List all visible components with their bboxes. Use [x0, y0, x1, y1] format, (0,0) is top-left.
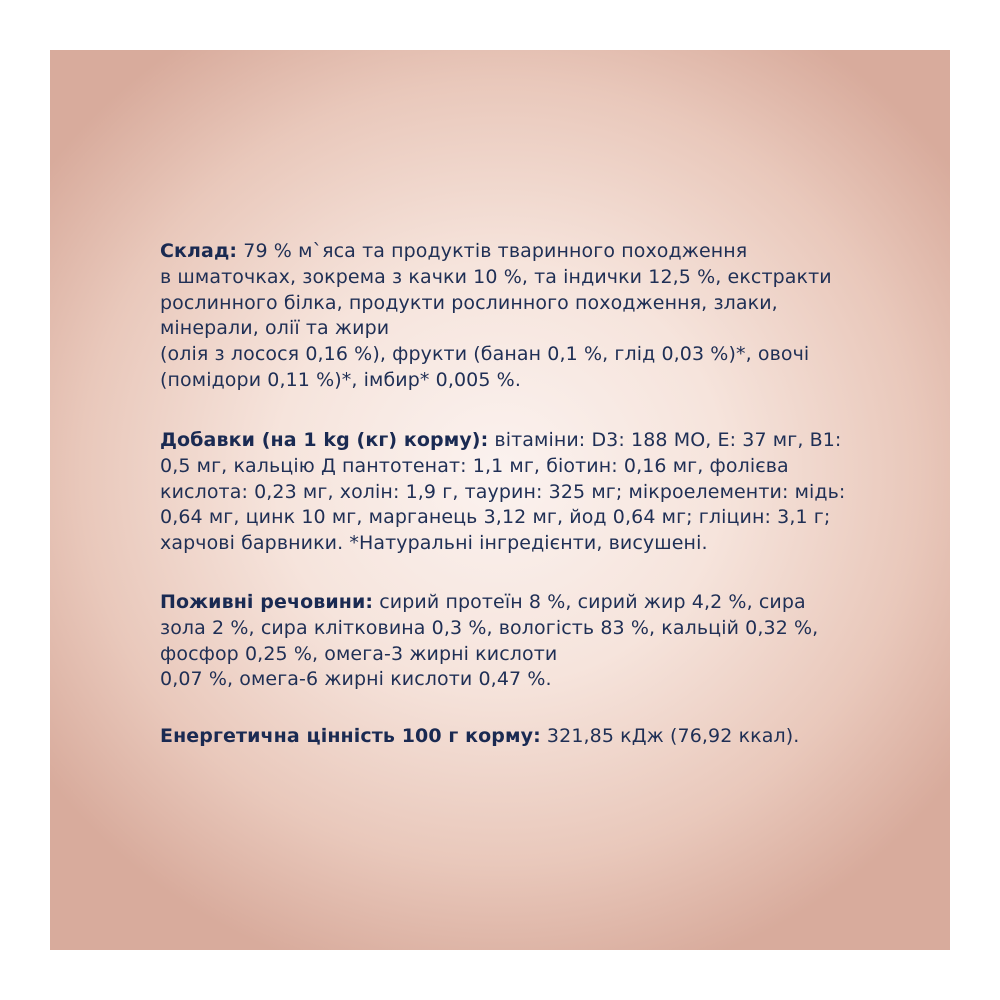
composition-line-5: (олія з лосося 0,16 %), фрукти (банан 0,1 %, глід 0,03 %)*, овочі [160, 343, 810, 366]
energy-label: Енергетична цінність 100 г корму: [160, 725, 541, 747]
composition-text: 79 % м`яса та продуктів тваринного походження [237, 240, 748, 262]
nutrients-line-3: фосфор 0,25 %, омега-3 жирні кислоти [160, 642, 558, 665]
nutrients-line-1 [160, 590, 860, 616]
nutrients-section [160, 590, 860, 693]
product-info-panel [50, 50, 950, 950]
additives-line-3: кислота: 0,23 мг, холін: 1,9 г, таурин: 325 мг; мікроелементи: мідь: [160, 480, 846, 503]
composition-label: Склад: [160, 240, 238, 262]
composition-line-2: в шматочках, зокрема з качки 10 %, та індички 12,5 %, екстракти [160, 265, 832, 288]
composition-section [160, 239, 860, 394]
nutrients-line-4: 0,07 %, омега-6 жирні кислоти 0,47 %. [160, 668, 552, 691]
additives-label: Добавки (на 1 kg (кг) корму): [160, 429, 489, 451]
additives-line-4: 0,64 мг, цинк 10 мг, марганець 3,12 мг, йод 0,64 мг; гліцин: 3,1 г; [160, 506, 831, 529]
composition-line-4: мінерали, олії та жири [160, 317, 390, 340]
nutrients-text: сирий протеїн 8 %, сирий жир 4,2 %, сира [373, 591, 806, 613]
additives-line-1 [160, 428, 860, 454]
composition-line-6: (помідори 0,11 %)*, імбир* 0,005 %. [160, 368, 521, 391]
composition-line-1 [160, 239, 860, 265]
composition-line-3: рослинного білка, продукти рослинного походження, злаки, [160, 291, 778, 314]
nutrients-label: Поживні речовини: [160, 591, 374, 613]
additives-section [160, 428, 860, 557]
energy-line-1 [160, 724, 860, 750]
additives-line-5: харчові барвники. *Натуральні інгредієнти, висушені. [160, 532, 708, 555]
energy-text: 321,85 кДж (76,92 ккал). [540, 725, 800, 747]
energy-section [160, 724, 860, 750]
additives-text: вітаміни: D3: 188 МО, Е: 37 мг, В1: [488, 429, 842, 451]
nutrients-line-2: зола 2 %, сира клітковина 0,3 %, вологість 83 %, кальцій 0,32 %, [160, 616, 819, 639]
additives-line-2: 0,5 мг, кальцію Д пантотенат: 1,1 мг, біотин: 0,16 мг, фолієва [160, 454, 789, 477]
